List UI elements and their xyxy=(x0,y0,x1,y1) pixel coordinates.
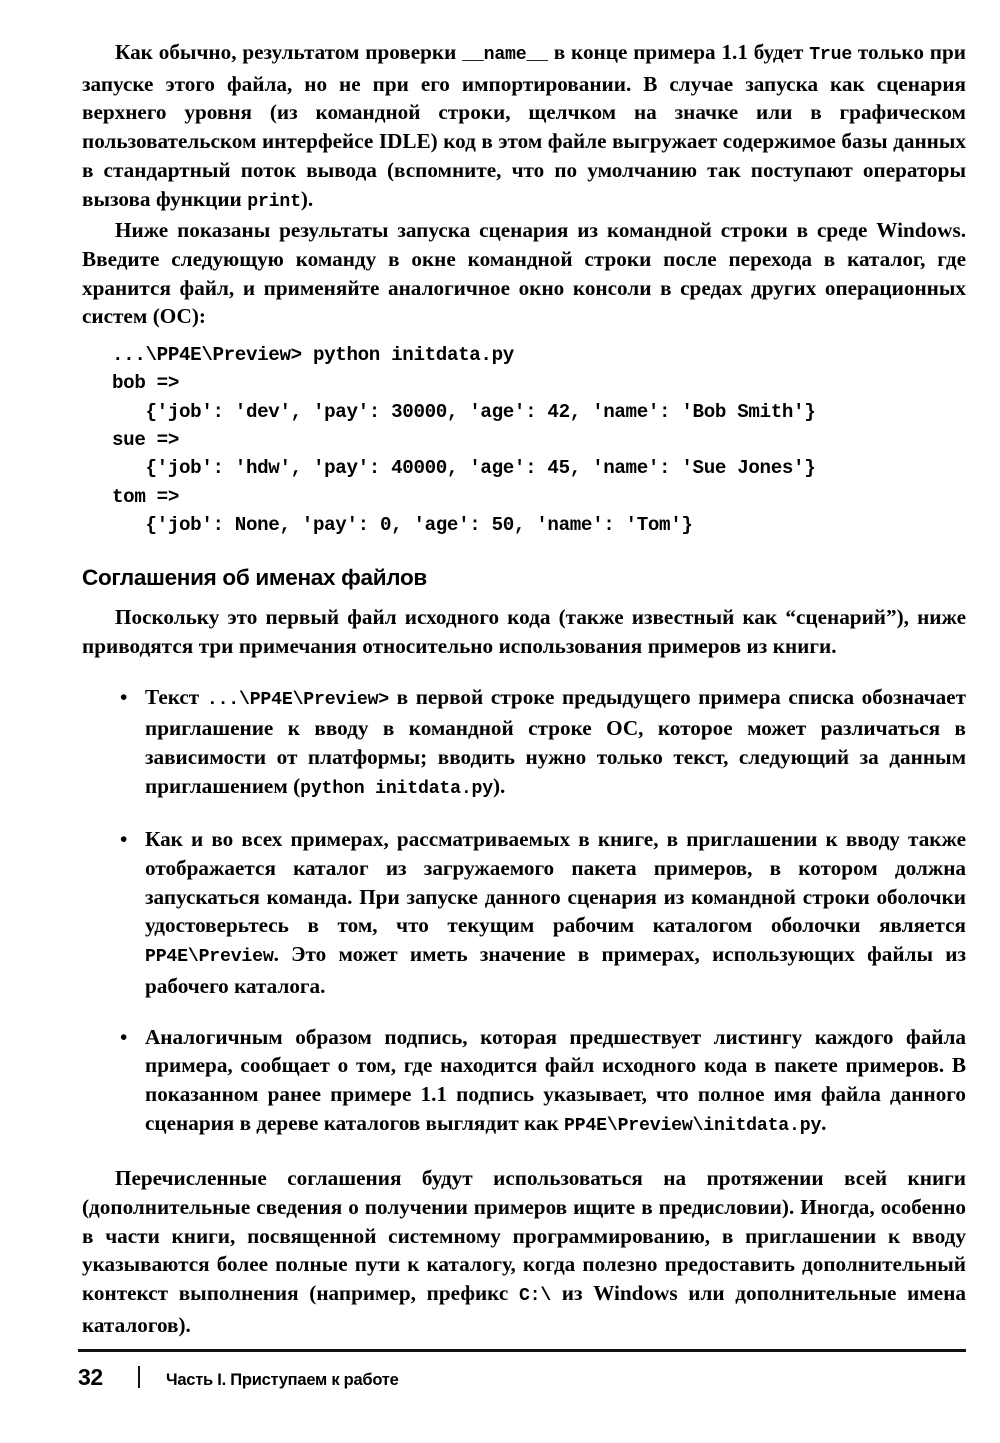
footer-part-title: Часть I. Приступаем к работе xyxy=(166,1371,399,1389)
paragraph-intro-text-3: только при запуске этого файла, но не при его импортировании. В случае запуска как сценария верхнего уровня (из командной строки, щелчком на значке или в графическом пользовательском интерфейсе IDLE) код в этом файле выгружает содержимое базы данных в стандартный поток вывода (вспомните, что по умолчанию так поступают операторы вызова функции xyxy=(82,40,966,211)
list-item-text-2: . xyxy=(821,1110,827,1135)
inline-code-c-drive: C:\ xyxy=(518,1286,552,1307)
code-listing xyxy=(82,341,966,539)
footer-row xyxy=(78,1363,966,1391)
list-item-text-2: . Это может иметь значение в примерах, использующих файлы из рабочего каталога. xyxy=(145,942,966,998)
notes-list xyxy=(82,683,966,1141)
paragraph-section-intro: Поскольку это первый файл исходного кода (также известный как “сценарий”), ниже приводятся три примечания относительно использования примеров из книги. xyxy=(82,605,966,658)
inline-code-print: print xyxy=(247,191,301,212)
paragraph-closing-text-1: Перечисленные соглашения будут использоваться на протяжении всей книги (дополнительные сведения о получении примеров ищите в предисловии). Иногда, особенно в части книги, посвященной системному программированию, в приглашении к вводу указываются более полные пути к каталогу, когда полезно предоставить дополнительный контекст выполнения (например, префикс xyxy=(82,1166,966,1306)
footer-separator-icon xyxy=(138,1366,140,1388)
list-item-text-1: Как и во всех примерах, рассматриваемых в книге, в приглашении к вводу также отображается каталог из загружаемого пакета примеров, в котором должна запускаться команда. При запуске данного сценария из командной строки оболочки удостоверьтесь в том, что текущим рабочим каталогом оболочки является xyxy=(145,827,966,938)
page-content xyxy=(82,38,966,1340)
list-item-text-1: Текст xyxy=(145,684,207,709)
paragraph-intro-text-4: ). xyxy=(300,186,314,211)
paragraph-intro-text-1: Как обычно, результатом проверки xyxy=(115,40,463,64)
listing-line: {'job': None, 'pay': 0, 'age': 50, 'name': 'Tom'} xyxy=(112,513,693,536)
inline-code-dunder-name: __name__ xyxy=(462,45,548,65)
footer-divider xyxy=(78,1349,966,1352)
list-item-text-3: ). xyxy=(492,773,506,798)
paragraph-intro xyxy=(82,38,966,216)
list-item xyxy=(82,683,966,804)
section-heading: Соглашения об именах файлов xyxy=(82,565,427,591)
paragraph-closing-text-2: из Windows или дополнительные имена каталогов). xyxy=(82,1281,966,1337)
inline-code-prompt-path: ...\PP4E\Preview> xyxy=(206,689,390,710)
listing-line: tom => xyxy=(112,485,179,508)
paragraph-windows-run: Ниже показаны результаты запуска сценария из командной строки в среде Windows. Введите следующую команду в окне командной строки после перехода в каталог, где хранится файл, и применяйте аналогичное окно консоли в средах других операционных систем (ОС): xyxy=(82,218,966,329)
listing-line: bob => xyxy=(112,372,179,395)
listing-line: {'job': 'dev', 'pay': 30000, 'age': 42, 'name': 'Bob Smith'} xyxy=(112,400,816,423)
bullet-icon: • xyxy=(120,1024,128,1049)
page-footer xyxy=(78,1349,966,1391)
listing-line: {'job': 'hdw', 'pay': 40000, 'age': 45, 'name': 'Sue Jones'} xyxy=(112,457,816,480)
list-item xyxy=(82,1023,966,1141)
page-number: 32 xyxy=(78,1364,103,1390)
inline-code-true: True xyxy=(809,45,853,65)
list-item-text-1: Аналогичным образом подпись, которая предшествует листингу каждого файла примера, сообщает о том, где находится файл исходного кода в пакете примеров. В показанном ранее примере 1.1 подпись указывает, что полное имя файла данного сценария в дереве каталогов выглядит как xyxy=(145,1024,966,1135)
inline-code-python-initdata: python initdata.py xyxy=(300,778,493,799)
paragraph-intro-text-2: в конце примера 1.1 будет xyxy=(547,40,810,64)
list-item xyxy=(82,825,966,1000)
shell-command: python initdata.py xyxy=(312,344,514,367)
bullet-icon: • xyxy=(120,827,128,852)
inline-code-initdata-path: PP4E\Preview\initdata.py xyxy=(564,1115,822,1136)
paragraph-closing xyxy=(82,1164,966,1339)
bullet-icon: • xyxy=(120,684,128,709)
shell-prompt: ...\PP4E\Preview> xyxy=(112,344,313,367)
list-item-text-2: в первой строке предыдущего примера списка обозначает приглашение к вводу в командной строке ОС, которое может различаться в зависимости от платформы; вводить нужно только текст, следующий за данным приглашением ( xyxy=(145,684,966,798)
listing-line: sue => xyxy=(112,428,179,451)
inline-code-pp4e-preview: PP4E\Preview xyxy=(145,947,274,968)
